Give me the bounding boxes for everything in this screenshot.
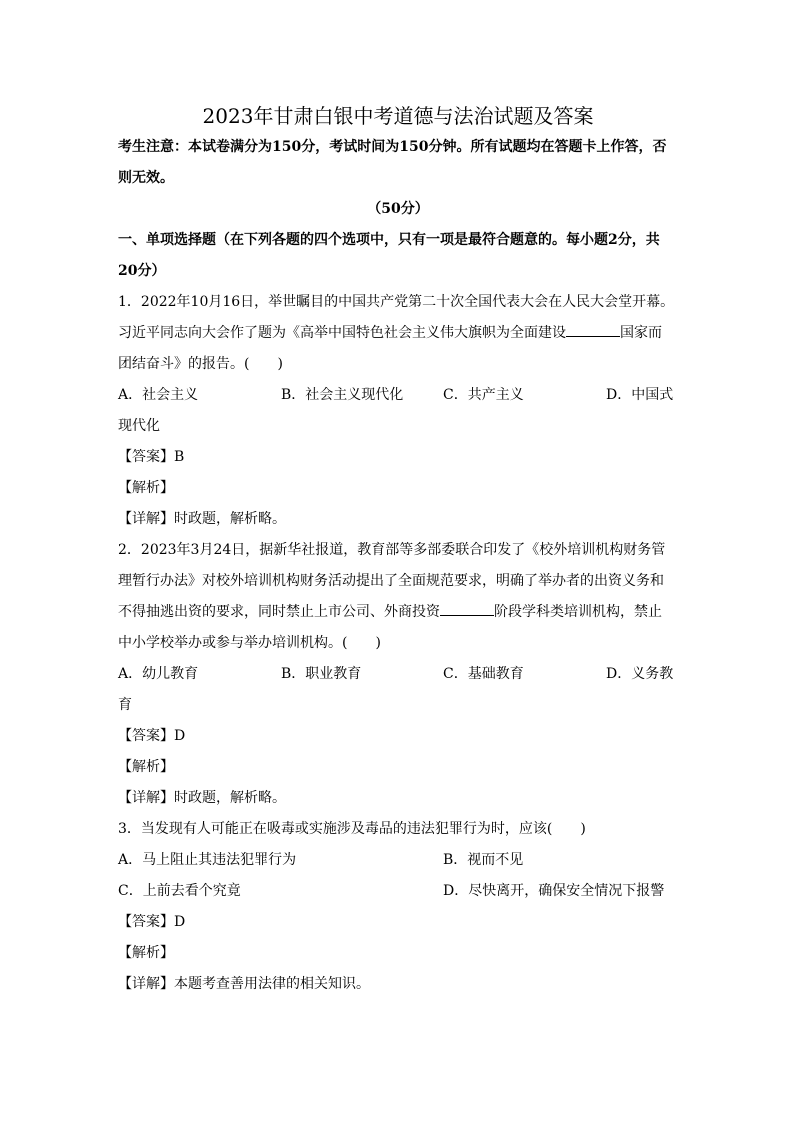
question-2-text: 2．2023年3月24日，据新华社报道，教育部等多部委联合印发了《校外培训机构财务管 <box>118 542 666 558</box>
answer: 【答案】D <box>118 728 186 744</box>
option-d: D．尽快离开，确保安全情况下报警 <box>443 883 665 899</box>
section-heading: 20分） <box>118 263 166 279</box>
question-3-text: 3．当发现有人可能正在吸毒或实施涉及毒品的违法犯罪行为时，应该( ) <box>118 821 586 837</box>
page-title: 2023年甘肃白银中考道德与法治试题及答案 <box>202 104 594 128</box>
option-b: B．社会主义现代化 <box>281 387 404 403</box>
option-a: A．社会主义 <box>118 387 199 403</box>
question-1-text: 1．2022年10月16日，举世瞩目的中国共产党第二十次全国代表大会在人民大会堂开幕。 <box>118 294 675 310</box>
analysis: 【解析】 <box>118 759 174 775</box>
option-d: D．义务教 <box>606 666 674 682</box>
question-2-options <box>118 659 678 690</box>
section-score: （50分） <box>367 201 429 217</box>
question-2-text: 不得抽逃出资的要求，同时禁止上市公司、外商投资 阶段学科类培训机构，禁止 <box>118 597 678 628</box>
detail: 【详解】本题考查善用法律的相关知识。 <box>118 976 370 992</box>
section-heading: 一、单项选择题（在下列各题的四个选项中，只有一项是最符合题意的。每小题2分，共 <box>118 232 660 248</box>
notice-line: 考生注意：本试卷满分为150分，考试时间为150分钟。所有试题均在答题卡上作答，否 <box>118 139 667 155</box>
option-wrap: 现代化 <box>118 418 160 434</box>
notice-line: 则无效。 <box>118 170 174 186</box>
fill-blank <box>566 322 620 337</box>
question-1-options <box>118 380 678 411</box>
option-b: B．视而不见 <box>443 852 524 868</box>
analysis: 【解析】 <box>118 945 174 961</box>
question-1-text: 习近平同志向大会作了题为《高举中国特色社会主义伟大旗帜为全面建设 国家而 <box>118 318 678 349</box>
question-2-text: 中小学校举办或参与举办培训机构。( ) <box>118 635 381 651</box>
analysis: 【解析】 <box>118 480 174 496</box>
detail: 【详解】时政题，解析略。 <box>118 511 286 527</box>
option-a: A．幼儿教育 <box>118 666 199 682</box>
option-c: C．上前去看个究竟 <box>118 883 241 899</box>
option-d: D．中国式 <box>606 387 674 403</box>
option-a: A．马上阻止其违法犯罪行为 <box>118 852 297 868</box>
option-c: C．共产主义 <box>443 387 524 403</box>
exam-page <box>118 100 678 1000</box>
question-2-text: 理暂行办法》对校外培训机构财务活动提出了全面规范要求，明确了举办者的出资义务和 <box>118 573 664 589</box>
option-c: C．基础教育 <box>443 666 524 682</box>
question-3-options-row2 <box>118 876 678 907</box>
option-wrap: 育 <box>118 697 132 713</box>
answer: 【答案】B <box>118 449 185 465</box>
option-b: B．职业教育 <box>281 666 362 682</box>
question-3-options-row1 <box>118 845 678 876</box>
answer: 【答案】D <box>118 914 186 930</box>
detail: 【详解】时政题，解析略。 <box>118 790 286 806</box>
question-1-text: 团结奋斗》的报告。( ) <box>118 356 283 372</box>
fill-blank <box>440 601 494 616</box>
